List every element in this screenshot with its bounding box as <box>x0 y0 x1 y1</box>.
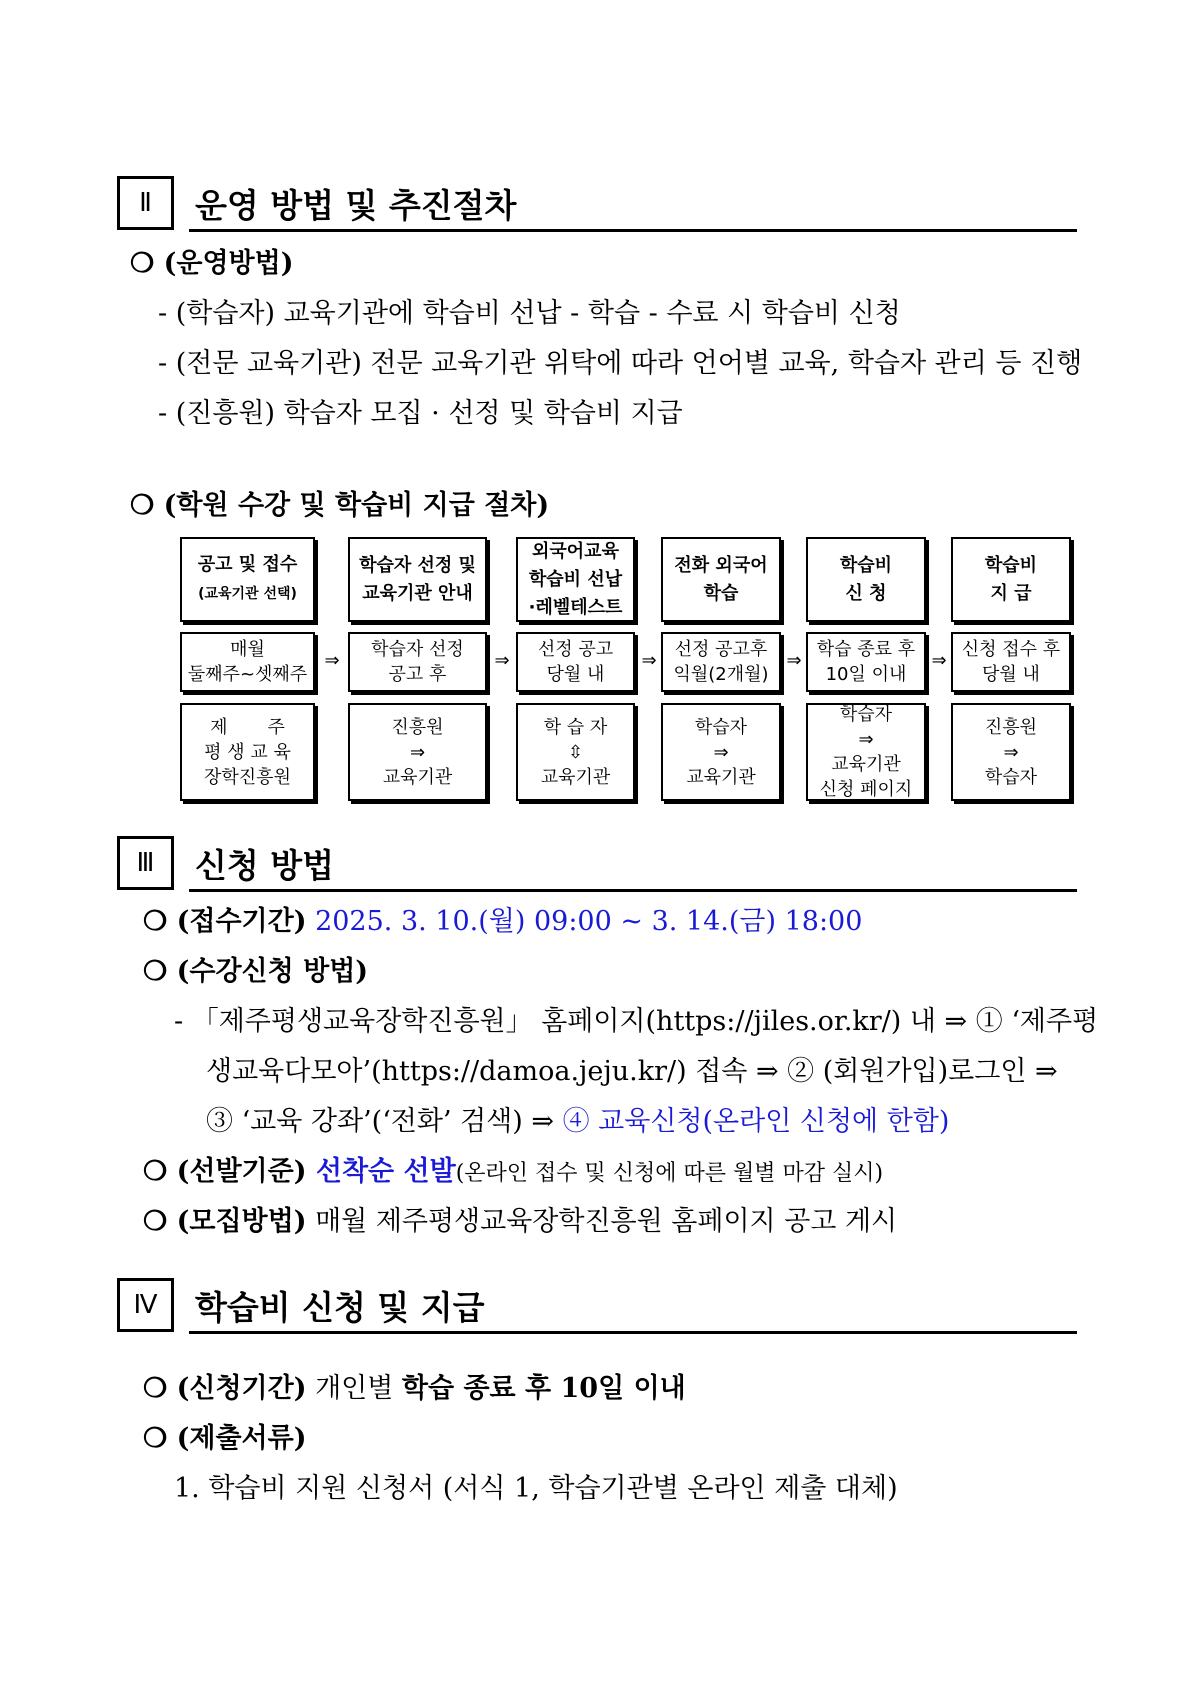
flow-actor-1: 제 주 평 생 교 육 장학진흥원 <box>180 703 315 801</box>
section-2-header <box>117 176 1077 232</box>
recruitment-method: ❍ (모집방법) 매월 제주평생교육장학진흥원 홈페이지 공고 게시 <box>143 1206 898 1237</box>
operation-detail-3: - (진흥원) 학습자 모집 · 선정 및 학습비 지급 <box>158 398 683 429</box>
document-item-1: 1. 학습비 지원 신청서 (서식 1, 학습기관별 온라인 제출 대체) <box>174 1473 898 1504</box>
section-underline <box>189 229 1077 232</box>
flow-header-1: 공고 및 접수 (교육기관 선택) <box>180 537 315 622</box>
flow-header-3: 외국어교육 학습비 선납 ·레벨테스트 <box>516 537 635 622</box>
operation-detail-2: - (전문 교육기관) 전문 교육기관 위탁에 따라 언어별 교육, 학습자 관리 등 진행 <box>158 348 1083 379</box>
section-title: 운영 방법 및 추진절차 <box>195 186 517 225</box>
flow-actor-6: 진흥원 ⇒ 학습자 <box>951 703 1071 801</box>
flow-arrow-5: ⇒ <box>931 650 947 671</box>
registration-method-bullet: ❍ (수강신청 방법) <box>143 956 369 987</box>
section-underline <box>189 889 1077 892</box>
flow-timing-6: 신청 접수 후 당월 내 <box>951 632 1071 692</box>
section-title: 학습비 신청 및 지급 <box>195 1288 485 1327</box>
flow-actor-2: 진흥원 ⇒ 교육기관 <box>348 703 487 801</box>
flow-arrow-2: ⇒ <box>494 650 510 671</box>
registration-step-line-3: ③ ‘교육 강좌’(‘전화’ 검색) ⇒ ④ 교육신청(온라인 신청에 한함) <box>206 1106 950 1137</box>
flow-header-6: 학습비 지 급 <box>951 537 1071 622</box>
selection-criteria: ❍ (선발기준) 선착순 선발(온라인 접수 및 신청에 따른 월별 마감 실시) <box>143 1156 884 1187</box>
section-number: Ⅱ <box>117 176 174 230</box>
claim-period: ❍ (신청기간) 개인별 학습 종료 후 10일 이내 <box>143 1373 686 1404</box>
application-period <box>143 904 862 940</box>
flow-header-5: 학습비 신 청 <box>806 537 926 622</box>
flow-actor-3: 학 습 자 ⇳ 교육기관 <box>516 703 635 801</box>
section-title: 신청 방법 <box>195 846 335 885</box>
documents-bullet: ❍ (제출서류) <box>143 1423 307 1454</box>
section-number: Ⅲ <box>117 836 174 890</box>
registration-step-line-1: - 「제주평생교육장학진흥원」 홈페이지(https://jiles.or.kr/) 내 ⇒ ① ‘제주평 <box>174 1006 1099 1037</box>
first-come-selection: 선착순 선발 <box>315 1156 456 1187</box>
flow-arrow-4: ⇒ <box>786 650 802 671</box>
flow-timing-5: 학습 종료 후 10일 이내 <box>806 632 926 692</box>
procedure-bullet: ❍ (학원 수강 및 학습비 지급 절차) <box>130 490 550 521</box>
flow-header-2: 학습자 선정 및 교육기관 안내 <box>348 537 487 622</box>
online-application-note: ④ 교육신청(온라인 신청에 한함) <box>562 1106 950 1137</box>
flow-timing-4: 선정 공고후 익월(2개월) <box>661 632 781 692</box>
section-underline <box>189 1331 1077 1334</box>
flow-arrow-1: ⇒ <box>324 650 340 671</box>
operation-method-bullet: ❍ (운영방법) <box>130 248 294 279</box>
operation-detail-1: - (학습자) 교육기관에 학습비 선납 - 학습 - 수료 시 학습비 신청 <box>158 298 901 329</box>
flow-header-4: 전화 외국어 학습 <box>661 537 781 622</box>
registration-step-line-2: 생교육다모아’(https://damoa.jeju.kr/) 접속 ⇒ ② (회원가입)로그인 ⇒ <box>206 1056 1058 1087</box>
flow-timing-1: 매월 둘째주~셋째주 <box>180 632 315 692</box>
flow-actor-4: 학습자 ⇒ 교육기관 <box>661 703 781 801</box>
application-period-value: 2025. 3. 10.(월) 09:00 ~ 3. 14.(금) 18:00 <box>315 906 863 937</box>
application-period-label: ❍ (접수기간) <box>143 906 307 937</box>
flow-arrow-3: ⇒ <box>641 650 657 671</box>
section-4-header <box>117 1278 1077 1334</box>
section-number: Ⅳ <box>117 1278 174 1332</box>
flow-timing-2: 학습자 선정 공고 후 <box>348 632 487 692</box>
flow-actor-5: 학습자 ⇒ 교육기관 신청 페이지 <box>806 703 926 801</box>
flow-timing-3: 선정 공고 당월 내 <box>516 632 635 692</box>
section-3-header <box>117 836 1077 892</box>
